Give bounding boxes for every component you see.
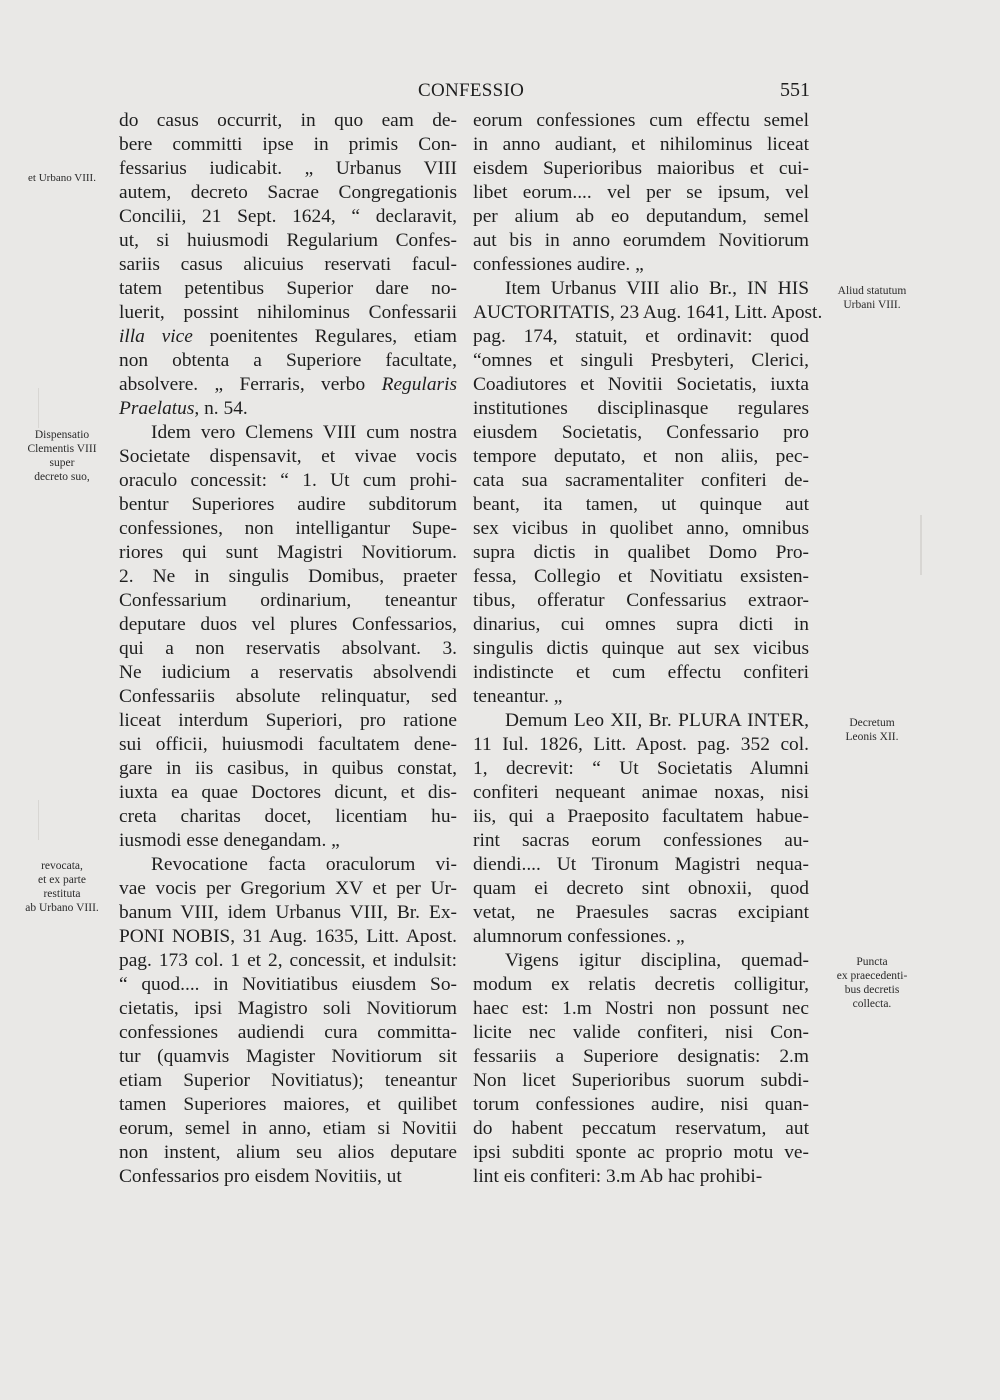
margin-note-right-2 xyxy=(812,716,932,744)
margin-note-text: Aliud statutum Urbani VIII. xyxy=(837,285,907,311)
text-line: confessiones audiendi cura committa- xyxy=(119,1022,457,1043)
text-line: singulis dictis quinque aut sex vicibus xyxy=(473,638,809,659)
text-line: Confessariis absolute relinquatur, sed xyxy=(119,686,457,707)
text-line: sex vicibus in quolibet anno, omnibus xyxy=(473,518,809,539)
text-line: banum VIII, idem Urbanus VIII, Br. Ex- xyxy=(119,902,457,923)
margin-note-left-3 xyxy=(14,859,110,915)
bleed-through-mark xyxy=(38,388,99,428)
text-line: iusmodi esse denegandam. „ xyxy=(119,830,340,851)
text-line: per alium ab eo deputandum, semel xyxy=(473,206,809,227)
text-line: tur (quamvis Magister Novitiorum sit xyxy=(119,1046,457,1067)
text-line: autem, decreto Sacrae Congregationis xyxy=(119,182,457,203)
italic-term: Regularis xyxy=(381,374,457,395)
text-line: luerit, possint nihilominus Confessarii xyxy=(119,302,457,323)
text-line: fessarius iudicabit. „ Urbanus VIII xyxy=(119,158,457,179)
text-line: fessariis a Superiore designatis: 2.m xyxy=(473,1046,809,1067)
text-line: dinarius, cui omnes supra dicti in xyxy=(473,614,809,635)
margin-note-left-1 xyxy=(14,171,110,185)
text-line: fessa, Collegio et Novitiatu exsisten- xyxy=(473,566,809,587)
text-line: Ne iudicium a reservatis absolvendi xyxy=(119,662,457,683)
text-line: illa vice poenitentes Regulares, etiam xyxy=(119,326,457,347)
text-line: Praelatus, n. 54. xyxy=(119,398,248,419)
italic-term: illa vice xyxy=(119,326,193,347)
italic-term: Praelatus xyxy=(119,398,195,419)
text-line: sariis casus alicuius reservati facul- xyxy=(119,254,457,275)
text-line: tamen Superiores maiores, et quilibet xyxy=(119,1094,457,1115)
text-line: 11 Iul. 1826, Litt. Apost. pag. 352 col. xyxy=(473,734,809,755)
text-line: cata sua sacramentaliter confiteri de- xyxy=(473,470,809,491)
text-line: beant, ita tamen, ut quinque aut xyxy=(473,494,809,515)
text-line: modum ex relatis decretis colligitur, xyxy=(473,974,809,995)
text-line: eorum confessiones cum effectu semel xyxy=(473,110,809,131)
margin-note-text: et Urbano VIII. xyxy=(28,172,96,184)
text-line: sui officii, huiusmodi facultatem dene- xyxy=(119,734,457,755)
text-line: vetat, ne Praesules sacras excipiant xyxy=(473,902,809,923)
text-line: Idem vero Clemens VIII cum nostra xyxy=(151,422,457,443)
text-line: confessiones, non intelligantur Supe- xyxy=(119,518,457,539)
left-text-column xyxy=(119,109,457,1189)
text-line: eisdem Superioribus maioribus et cui- xyxy=(473,158,809,179)
margin-note-text: Decretum Leonis XII. xyxy=(845,717,899,743)
text-line: alumnorum confessiones. „ xyxy=(473,926,685,947)
text-line: non instent, alium seu alios deputare xyxy=(119,1142,457,1163)
text-line: teneantur. „ xyxy=(473,686,563,707)
margin-note-text: Dispensatio Clementis VIII super decreto suo, xyxy=(27,429,97,483)
text-line: iis, qui a Praeposito facultatem habue- xyxy=(473,806,809,827)
text-line: libet eorum.... vel per se ipsum, vel xyxy=(473,182,809,203)
text-line: torum confessiones audire, nisi quan- xyxy=(473,1094,809,1115)
text-line: Non licet Superioribus suorum subdi- xyxy=(473,1070,809,1091)
right-text-column xyxy=(473,109,823,1189)
text-line: 2. Ne in singulis Domibus, praeter xyxy=(119,566,457,587)
text-line: pag. 173 col. 1 et 2, concessit, et indulsit: xyxy=(119,950,457,971)
margin-note-left-2 xyxy=(14,428,110,484)
text-line: Vigens igitur disciplina, quemad- xyxy=(505,950,809,971)
text-line: ut, si huiusmodi Regularium Confes- xyxy=(119,230,457,251)
text-line: vae vocis per Gregorium XV et per Ur- xyxy=(119,878,457,899)
margin-note-right-3 xyxy=(812,955,932,1011)
text-line: tempore deputato, et non aliis, pec- xyxy=(473,446,809,467)
text-line: Revocatione facta oraculorum vi- xyxy=(151,854,457,875)
margin-note-text: revocata, et ex parte restituta ab Urbano VIII. xyxy=(25,860,99,914)
text-line: iuxta ea quae Doctores dicunt, et dis- xyxy=(119,782,457,803)
text-line: licite nec valide confiteri, nisi Con- xyxy=(473,1022,809,1043)
text-line: bentur Superiores audire subditorum xyxy=(119,494,457,515)
text-line: Coadiutores et Novitii Societatis, iuxta xyxy=(473,374,809,395)
text-line: “ quod.... in Novitiatibus eiusdem So- xyxy=(119,974,457,995)
text-line: Societate dispensavit, et vivae vocis xyxy=(119,446,457,467)
text-line: institutiones disciplinasque regulares xyxy=(473,398,809,419)
margin-note-text: Puncta ex praecedenti- bus decretis collecta. xyxy=(836,956,908,1010)
text-line: liceat interdum Superiori, pro ratione xyxy=(119,710,457,731)
text-line: riores qui sunt Magistri Novitiorum. xyxy=(119,542,457,563)
text-line: 1, decrevit: “ Ut Societatis Alumni xyxy=(473,758,809,779)
page-number: 551 xyxy=(780,79,810,101)
text-line: eorum, semel in anno, etiam si Novitii xyxy=(119,1118,457,1139)
text-line: absolvere. „ Ferraris, verbo Regularis xyxy=(119,374,457,395)
text-line: bere committi ipse in primis Con- xyxy=(119,134,457,155)
text-line: supra dictis in qualibet Domo Pro- xyxy=(473,542,809,563)
text-line: confessiones audire. „ xyxy=(473,254,644,275)
text-line: tibus, offeratur Confessarius extraor- xyxy=(473,590,809,611)
text-line: Item Urbanus VIII alio Br., IN HIS xyxy=(505,278,809,299)
text-line: etiam Superior Novitiatus); teneantur xyxy=(119,1070,457,1091)
text-line: do habent peccatum reservatum, aut xyxy=(473,1118,809,1139)
text-line: in anno audiant, et nihilominus liceat xyxy=(473,134,809,155)
text-line: Demum Leo XII, Br. PLURA INTER, xyxy=(505,710,809,731)
text-line: gare in iis casibus, in quibus constat, xyxy=(119,758,457,779)
text-line: tatem petentibus Superior dare no- xyxy=(119,278,457,299)
text-line: non obtenta a Superiore facultate, xyxy=(119,350,457,371)
text-line: creta charitas docet, licentiam hu- xyxy=(119,806,457,827)
text-line: cietatis, ipsi Magistro soli Novitiorum xyxy=(119,998,457,1019)
text-line: do casus occurrit, in quo eam de- xyxy=(119,110,457,131)
text-line: pag. 174, statuit, et ordinavit: quod xyxy=(473,326,809,347)
text-line: eiusdem Societatis, Confessario pro xyxy=(473,422,809,443)
text-line: Confessarios pro eisdem Novitiis, ut xyxy=(119,1166,402,1187)
text-line: diendi.... Ut Tironum Magistri nequa- xyxy=(473,854,809,875)
text-line: PONI NOBIS, 31 Aug. 1635, Litt. Apost. xyxy=(119,926,457,947)
text-line: rint sacras eorum confessiones au- xyxy=(473,830,809,851)
text-line: deputare duos vel plures Confessarios, xyxy=(119,614,457,635)
text-line: haec est: 1.m Nostri non possunt nec xyxy=(473,998,809,1019)
running-head-title: CONFESSIO xyxy=(418,80,525,101)
margin-note-right-1 xyxy=(812,284,932,312)
text-line: ipsi subditi sponte ac proprio motu ve- xyxy=(473,1142,809,1163)
text-line: oraculo concessit: “ 1. Ut cum prohi- xyxy=(119,470,457,491)
bleed-through-mark xyxy=(920,515,922,575)
text-line: Confessarium ordinarium, teneantur xyxy=(119,590,457,611)
text-line: Concilii, 21 Sept. 1624, “ declaravit, xyxy=(119,206,457,227)
text-line: indistincte et cum effectu confiteri xyxy=(473,662,809,683)
bleed-through-mark xyxy=(38,800,99,840)
text-line: lint eis confiteri: 3.m Ab hac prohibi- xyxy=(473,1166,763,1187)
text-line: confiteri nequeant animae noxas, nisi xyxy=(473,782,809,803)
text-line: “omnes et singuli Presbyteri, Clerici, xyxy=(473,350,809,371)
text-line: quam ei decreto sint obnoxii, quod xyxy=(473,878,809,899)
text-line: aut bis in anno eorumdem Novitiorum xyxy=(473,230,809,251)
text-line: qui a non reservatis absolvant. 3. xyxy=(119,638,457,659)
text-line: AUCTORITATIS, 23 Aug. 1641, Litt. Apost. xyxy=(473,302,823,323)
